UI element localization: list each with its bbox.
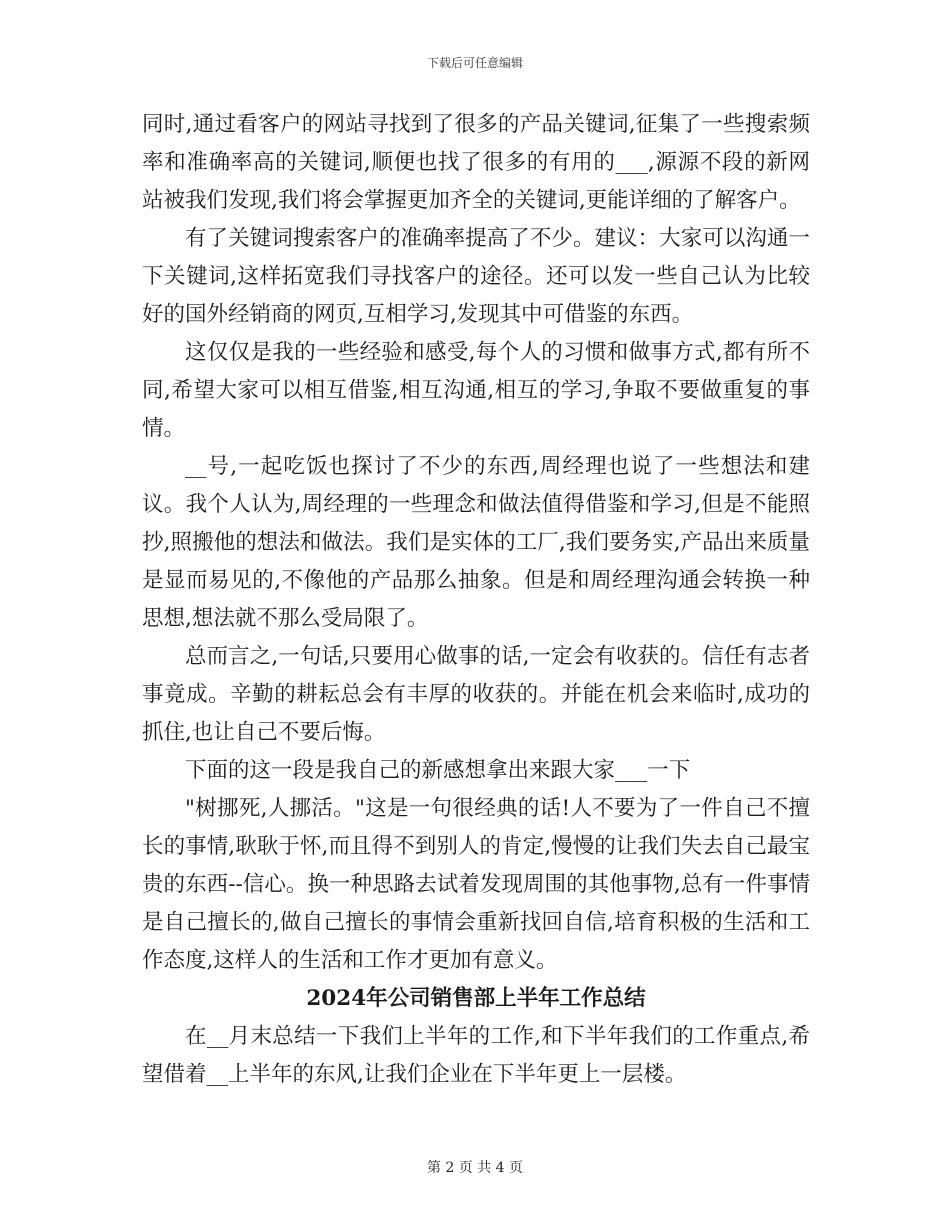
section-title: 2024年公司销售部上半年工作总结 xyxy=(306,986,646,1011)
document-body xyxy=(142,106,810,1094)
paragraph-manager-discussion: __号,一起吃饭也探讨了不少的东西,周经理也说了一些想法和建议。我个人认为,周经理的一些理念和做法值得借鉴和学习,但是不能照抄,照搬他的想法和做法。我们是实体的工厂,我们要务实,产品出来质量是显而易见的,不像他的产品那么抽象。但是和周经理沟通会转换一种思想,想法就不那么受局限了。 xyxy=(142,454,810,631)
page-footer: 第 2 页 共 4 页 xyxy=(426,1160,524,1176)
page-header: 下载后可任意编辑 xyxy=(426,56,523,70)
paragraph-keyword-suggestion: 有了关键词搜索客户的准确率提高了不少。建议：大家可以沟通一下关键词,这样拓宽我们寻找客户的途径。还可以发一些自己认为比较好的国外经销商的网页,互相学习,发现其中可借鉴的东西。 xyxy=(142,226,810,327)
paragraph-experience: 这仅仅是我的一些经验和感受,每个人的习惯和做事方式,都有所不同,希望大家可以相互借鉴,相互沟通,相互的学习,争取不要做重复的事情。 xyxy=(142,340,810,441)
paragraph-new-thoughts-intro: 下面的这一段是我自己的新感想拿出来跟大家___一下 xyxy=(185,758,691,783)
paragraph-conclusion: 总而言之,一句话,只要用心做事的话,一定会有收获的。信任有志者事竟成。辛勤的耕耘总会有丰厚的收获的。并能在机会来临时,成功的抓住,也让自己不要后悔。 xyxy=(142,644,810,745)
paragraph-new-thoughts: "树挪死,人挪活。"这是一句很经典的话!人不要为了一件自己不擅长的事情,耿耿于怀,而且得不到别人的肯定,慢慢的让我们失去自己最宝贵的东西--信心。换一种思路去试着发现周围的其他事物,总有一件事情是自己擅长的,做自己擅长的事情会重新找回自信,培育积极的生活和工作态度,这样人的生活和工作才更加有意义。 xyxy=(142,796,810,973)
section-paragraph-intro: 在__月末总结一下我们上半年的工作,和下半年我们的工作重点,希望借着__上半年的东风,让我们企业在下半年更上一层楼。 xyxy=(142,1024,810,1087)
paragraph-continued: 同时,通过看客户的网站寻找到了很多的产品关键词,征集了一些搜索频率和准确率高的关键词,顺便也找了很多的有用的___,源源不段的新网站被我们发现,我们将会掌握更加齐全的关键词,更能详细的了解客户。 xyxy=(142,112,810,213)
